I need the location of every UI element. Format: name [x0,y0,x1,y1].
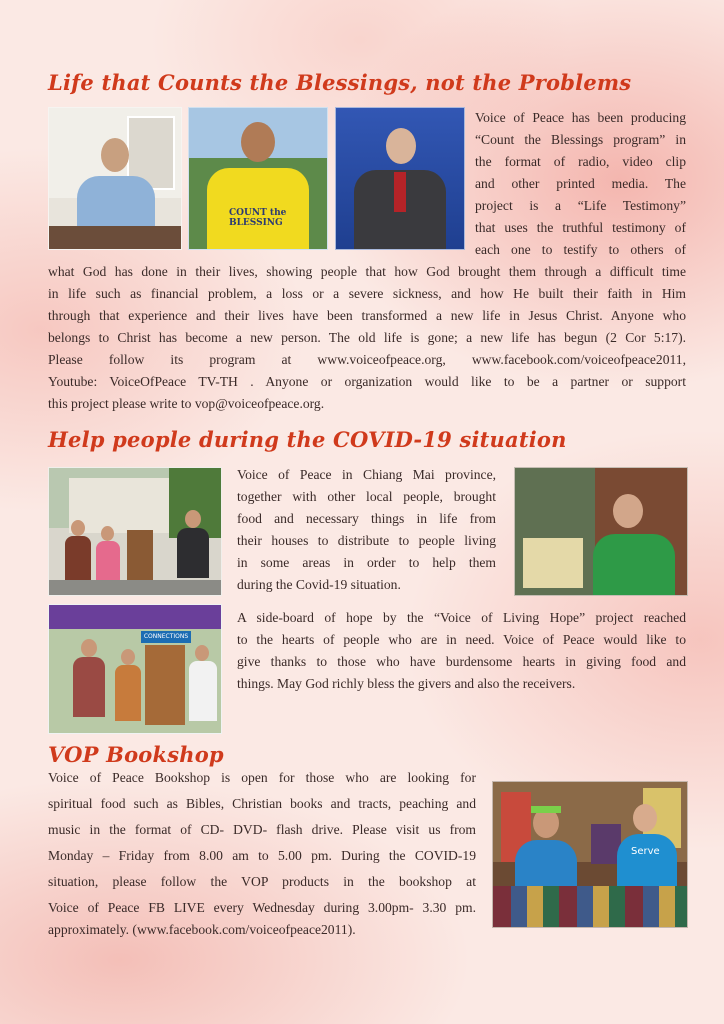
body-line: Please follow its program at www.voiceofpeace.org, www.facebook.com/voiceofpeace2011, [48,352,686,367]
section-heading-count-the-blessings: Life that Counts the Blessings, not the Problems [48,70,632,95]
shirt-logo-text: COUNT the BLESSING [229,208,287,228]
bookshop-line: spiritual food such as Bibles, Christian books and tracts, peaching and [48,796,476,811]
covid-para2-line: things. May God richly bless the givers and also the receivers. [237,676,576,691]
staff-shirt-text: Serve [631,846,660,857]
covid-para2-line: give thanks to those who have burdensome hearts in giving food and [237,654,686,669]
body-line: this project please write to vop@voiceofpeace.org. [48,396,325,411]
intro-line: that uses the truthful testimony of [475,220,686,235]
man-in-blue-shirt-photo [48,107,182,250]
body-line: what God has done in their lives, showing people that how God brought them through a difficult time [48,264,686,279]
bookshop-line: Monday – Friday from 8.00 am to 5.00 pm. During the COVID-19 [48,848,476,863]
older-man-in-suit-photo [335,107,465,250]
bookshop-line: approximately. (www.facebook.com/voiceofpeace2011). [48,922,356,937]
side-board-of-hope-photo [48,604,222,734]
covid-para1-line: during the Covid-19 situation. [237,577,401,592]
intro-line: project is a “Life Testimony” [475,198,686,213]
bookshop-line: music in the format of CD- DVD- flash drive. Please visit us from [48,822,476,837]
body-line: in life such as financial problem, a loss or a severe sickness, and how He built their faith in Him [48,286,686,301]
section-heading-covid-help: Help people during the COVID-19 situation [48,427,567,452]
intro-line: “Count the Blessings program” in [475,132,686,147]
covid-para2-line: to the hearts of people who are in need. Voice of Peace would like to [237,632,686,647]
bookshop-line: Voice of Peace FB LIVE every Wednesday during 3.00pm- 3.30 pm. [48,900,476,915]
intro-line: the format of radio, video clip [475,154,686,169]
covid-para2-line: A side-board of hope by the “Voice of Living Hope” project reached [237,610,686,625]
food-distribution-street-photo [48,467,222,596]
intro-line: Voice of Peace has been producing [475,110,686,125]
body-line: belongs to Christ has become a new person. The old life is gone; a new life has begun (2 Cor 5:17). [48,330,686,345]
bookshop-staff-photo [492,781,688,928]
intro-line: and other printed media. The [475,176,686,191]
intro-line: each one to testify to others of [475,242,686,257]
covid-para1-line: food and necessary things in life from [237,511,496,526]
covid-para1-line: in some areas in order to help them [237,555,496,570]
covid-para1-line: their houses to distribute to people living [237,533,496,548]
bookshop-line: situation, please follow the VOP products in the bookshop at [48,874,476,889]
section-heading-vop-bookshop: VOP Bookshop [48,742,224,767]
body-line: through that experience and their lives have been transformed a new life in Jesus Christ. Anyone who [48,308,686,323]
woman-in-green-shirt-photo [514,467,688,596]
banner-text: CONNECTIONS [141,631,191,643]
covid-para1-line: together with other local people, brought [237,489,496,504]
body-line: Youtube: VoiceOfPeace TV-TH . Anyone or organization would like to be a partner or support [48,374,686,389]
man-in-yellow-count-the-blessings-shirt-photo [188,107,328,250]
covid-para1-line: Voice of Peace in Chiang Mai province, [237,467,496,482]
bookshop-line: Voice of Peace Bookshop is open for those who are looking for [48,770,476,785]
